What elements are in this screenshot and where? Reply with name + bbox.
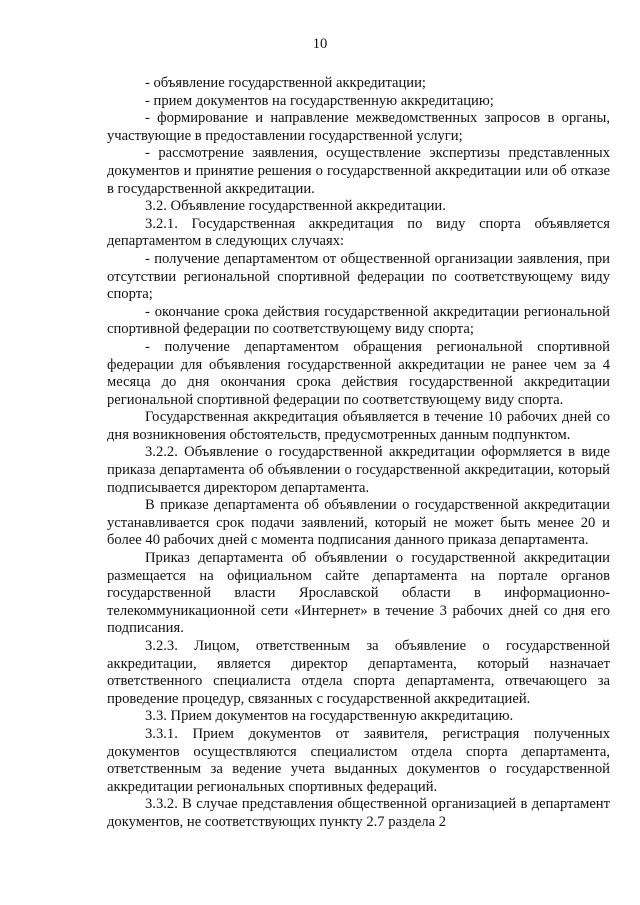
paragraph: - объявление государственной аккредитации; — [145, 75, 426, 91]
paragraph: - формирование и направление межведомственных запросов в органы, участвующие в предоставлении государственной услуги; — [107, 110, 610, 144]
paragraph: - прием документов на государственную аккредитацию; — [145, 92, 494, 109]
paragraph: 3.2.1. Государственная аккредитация по виду спорта объявляется департаментом в следующих случаях: — [107, 215, 610, 250]
paragraph: - окончание срока действия государственной аккредитации региональной спортивной федерации по соответствующему виду спорта; — [107, 303, 610, 338]
paragraph: 3.2.2. Объявление о государственной аккредитации оформляется в виде приказа департамента об объявлении о государственной аккредитации, который подписывается директором департамента. — [107, 444, 610, 496]
paragraph: 3.3.1. Прием документов от заявителя, регистрация полученных документов осуществляются специалистом отдела спорта департамента, ответственным за ведение учета выданных документов о государственной аккредитации региональных спортивных федераций. — [107, 725, 610, 795]
paragraph: В приказе департамента об объявлении о государственной аккредитации устанавливается срок подачи заявлений, который не может быть менее 20 и более 40 рабочих дней с момента подписания данного приказа департамента. — [107, 497, 610, 549]
page-number: 10 — [312, 36, 328, 52]
paragraph: Государственная аккредитация объявляется в течение 10 рабочих дней со дня возникновения обстоятельств, предусмотренных данным подпунктом. — [107, 409, 610, 443]
paragraph: - получение департаментом от общественной организации заявления, при отсутствии региональной спортивной федерации по соответствующему виду спорта; — [107, 250, 610, 303]
paragraph: - рассмотрение заявления, осуществление экспертизы представленных документов и принятие решения о государственной аккредитации или об отказе в государственной аккредитации. — [107, 145, 610, 197]
paragraph: Приказ департамента об объявлении о государственной аккредитации размещается на официальном сайте департамента на портале органов государственной власти Ярославской области в информационно-телекоммуникационной сети «Интернет» в течение 3 рабочих дней со дня его подписания. — [107, 550, 610, 637]
document-body — [107, 75, 610, 832]
section-heading: 3.3. Прием документов на государственную аккредитацию. — [145, 708, 514, 725]
paragraph: - получение департаментом обращения региональной спортивной федерации для объявления государственной аккредитации не ранее чем за 4 месяца до дня окончания срока действия государственной аккредитации региональной спортивной федерации по соответствующему виду спорта. — [107, 338, 610, 408]
section-heading: 3.2. Объявление государственной аккредитации. — [145, 198, 446, 215]
paragraph: 3.3.2. В случае представления общественной организацией в департамент документов, не соответствующих пункту 2.7 раздела 2 — [107, 796, 610, 830]
paragraph: 3.2.3. Лицом, ответственным за объявление о государственной аккредитации, является директор департамента, который назначает ответственного специалиста отдела спорта департамента, отвечающего за проведение процедур, связанных с государственной аккредитацией. — [107, 638, 610, 707]
